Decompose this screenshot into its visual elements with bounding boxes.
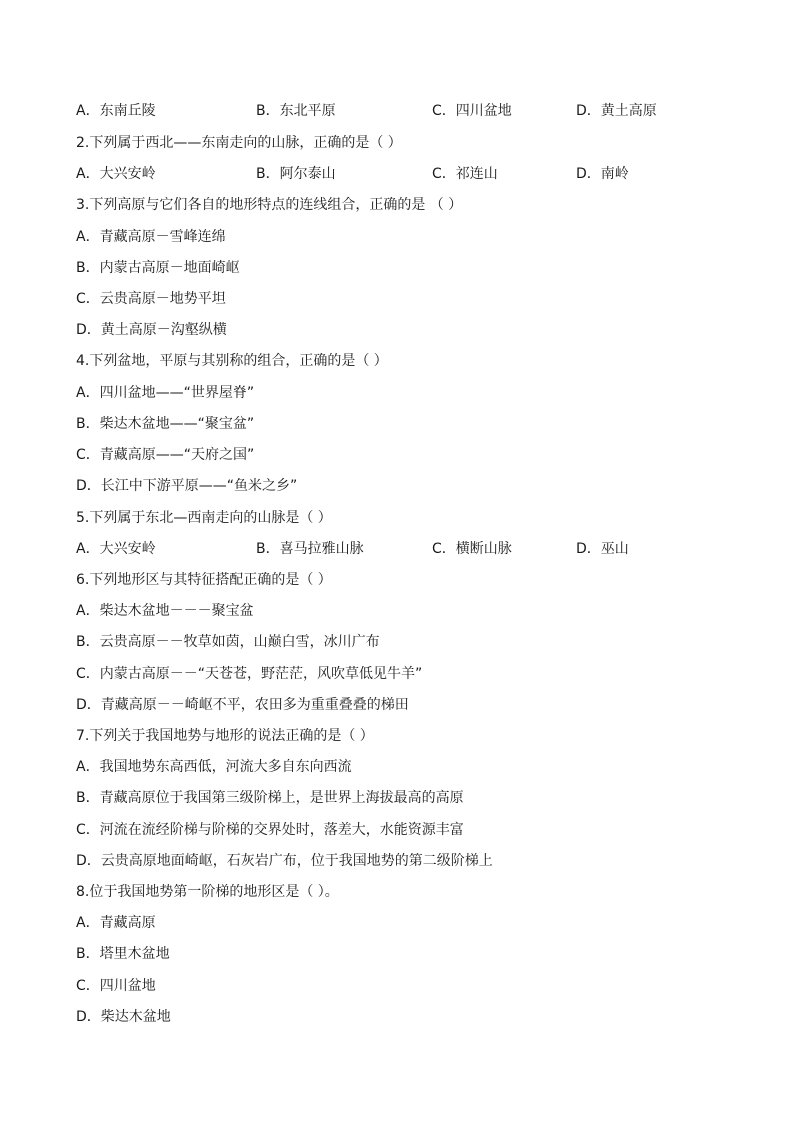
q5-option-d: D．巫山 xyxy=(576,541,629,557)
q4-option-b: B．柴达木盆地——“聚宝盆” xyxy=(76,416,255,432)
q3-option-c: C．云贵高原－地势平坦 xyxy=(76,291,226,307)
q4-option-c: C．青藏高原——“天府之国” xyxy=(76,447,255,463)
q1-option-d: D．黄土高原 xyxy=(576,103,657,119)
q6-option-c: C．内蒙古高原－－“天苍苍，野茫茫，风吹草低见牛羊” xyxy=(76,666,423,682)
q2-option-c: C．祁连山 xyxy=(432,166,498,182)
q4-stem: 4.下列盆地，平原与其别称的组合，正确的是（ ） xyxy=(76,353,388,369)
q5-option-c: C．横断山脉 xyxy=(432,541,512,557)
q3-option-b: B．内蒙古高原－地面崎岖 xyxy=(76,260,240,276)
q3-stem: 3.下列高原与它们各自的地形特点的连线组合，正确的是 （ ） xyxy=(76,197,463,213)
q4-option-a: A．四川盆地——“世界屋脊” xyxy=(76,385,255,401)
q5-option-b: B．喜马拉雅山脉 xyxy=(256,541,364,557)
q4-option-d: D．长江中下游平原——“鱼米之乡” xyxy=(76,478,298,494)
q6-option-d: D．青藏高原－－崎岖不平，农田多为重重叠叠的梯田 xyxy=(76,697,409,713)
q1-option-c: C．四川盆地 xyxy=(432,103,512,119)
q5-option-a: A．大兴安岭 xyxy=(76,541,156,557)
q7-option-b: B．青藏高原位于我国第三级阶梯上，是世界上海拔最高的高原 xyxy=(76,790,464,806)
q7-option-d: D．云贵高原地面崎岖，石灰岩广布，位于我国地势的第二级阶梯上 xyxy=(76,853,493,869)
q8-option-c: C．四川盆地 xyxy=(76,978,156,994)
q8-option-b: B．塔里木盆地 xyxy=(76,946,170,962)
q2-option-d: D．南岭 xyxy=(576,166,629,182)
q6-option-a: A．柴达木盆地－－－聚宝盆 xyxy=(76,603,254,619)
q8-option-d: D．柴达木盆地 xyxy=(76,1009,171,1025)
q3-option-d: D．黄土高原－沟壑纵横 xyxy=(76,322,227,338)
q6-option-b: B．云贵高原－－牧草如茵，山巅白雪，冰川广布 xyxy=(76,634,380,650)
q7-option-c: C．河流在流经阶梯与阶梯的交界处时，落差大，水能资源丰富 xyxy=(76,822,464,838)
q2-option-a: A．大兴安岭 xyxy=(76,166,156,182)
q2-stem: 2.下列属于西北——东南走向的山脉，正确的是（ ） xyxy=(76,135,402,151)
q1-option-b: B．东北平原 xyxy=(256,103,336,119)
q7-stem: 7.下列关于我国地势与地形的说法正确的是（ ） xyxy=(76,728,374,744)
q2-option-b: B．阿尔泰山 xyxy=(256,166,336,182)
q1-option-a: A．东南丘陵 xyxy=(76,103,156,119)
q8-stem: 8.位于我国地势第一阶梯的地形区是（ ）。 xyxy=(76,884,339,900)
q7-option-a: A．我国地势东高西低，河流大多自东向西流 xyxy=(76,759,352,775)
q5-stem: 5.下列属于东北—西南走向的山脉是（ ） xyxy=(76,510,332,526)
q3-option-a: A．青藏高原－雪峰连绵 xyxy=(76,229,226,245)
q6-stem: 6.下列地形区与其特征搭配正确的是（ ） xyxy=(76,572,332,588)
q8-option-a: A．青藏高原 xyxy=(76,915,156,931)
